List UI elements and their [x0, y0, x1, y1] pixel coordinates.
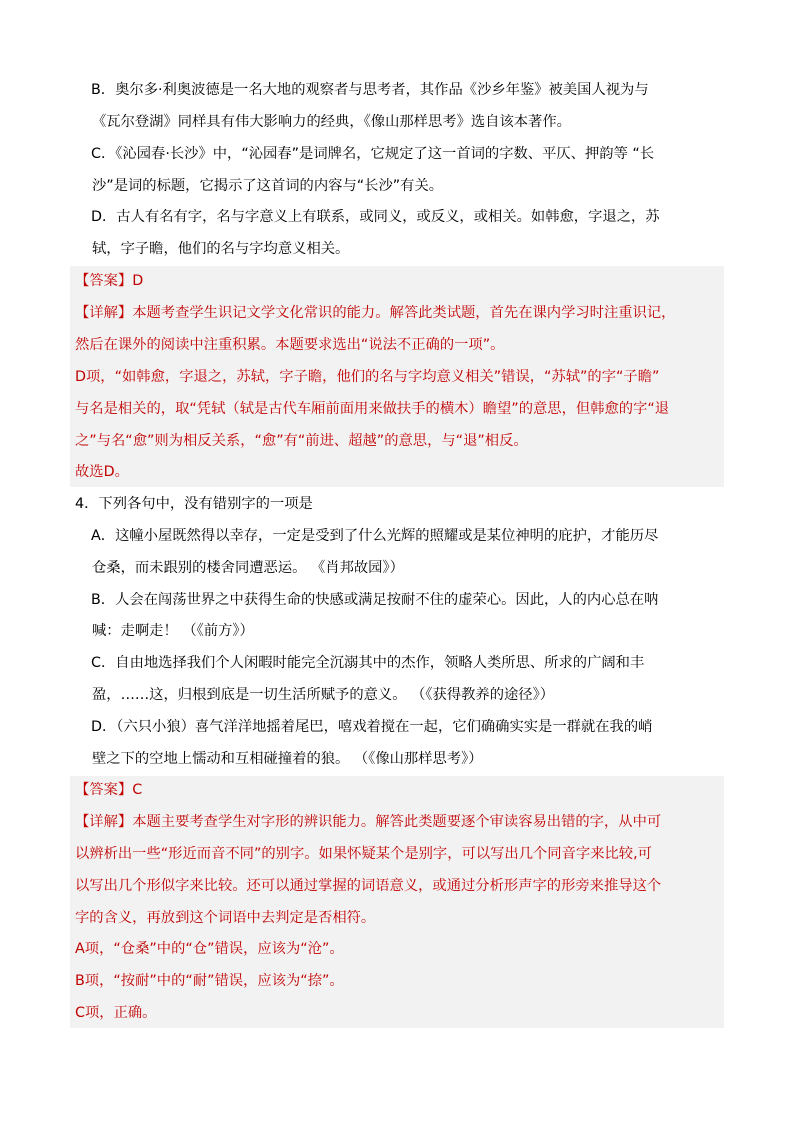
q3-option-b-line1: B．奥尔多·利奥波德是一名大地的观察者与思考者，其作品《沙乡年鉴》被美国人视为与 — [91, 82, 649, 98]
q3-detail-line1 — [75, 302, 675, 324]
q3-option-d-line2: 轼，字子瞻，他们的名与字均意义相关。 — [92, 241, 350, 257]
q4-detail-line3: 以写出几个形似字来比较。还可以通过掌握的词语意义，或通过分析形声字的形旁来推导这个 — [75, 878, 662, 894]
q4-option-b-line2: 喊：走啊走！ （《前方》） — [92, 623, 254, 639]
q4-option-a-line2: 仓桑，而未跟别的楼舍同遭恶运。 《肖邦故园》） — [92, 560, 404, 576]
q4-option-c-line2: 盈，……这，归根到底是一切生活所赋予的意义。 （《获得教养的途径》） — [92, 687, 555, 703]
q4-option-c-line1: C．自由地选择我们个人闲暇时能完全沉溺其中的杰作，领略人类所思、所求的广阔和丰 — [91, 655, 645, 671]
q3-detail-line2: 然后在课外的阅读中注重积累。本题要求选出“说法不正确的一项”。 — [75, 337, 505, 353]
q4-option-d-line2: 壁之下的空地上懦动和互相碰撞着的狼。 （《像山那样思考》） — [92, 751, 483, 767]
q4-answer-value: C — [132, 782, 143, 798]
q3-answer — [75, 270, 143, 292]
q4-detail-line1 — [75, 811, 661, 833]
q4-detail-line4: 字的含义，再放到这个词语中去判定是否相符。 — [75, 910, 376, 926]
q3-detail-line4: 与名是相关的，取“凭轼（轼是古代车厢前面用来做扶手的横木）瞻望”的意思，但韩愈的字“退 — [75, 401, 670, 417]
q4-detail-label: 【详解】 — [75, 814, 133, 830]
q3-detail-label: 【详解】 — [75, 305, 133, 321]
q4-detail-line2: 以辨析出一些“形近而音不同”的别字。如果怀疑某个是别字，可以写出几个同音字来比较,可 — [75, 846, 652, 862]
q3-detail-text1: 本题考查学生识记文学文化常识的能力。解答此类试题，首先在课内学习时注重识记， — [132, 305, 676, 321]
q4-answer — [75, 779, 142, 801]
q3-option-c-line2: 沙”是词的标题，它揭示了这首词的内容与“长沙”有关。 — [92, 178, 444, 194]
q4-detail-text1: 本题主要考查学生对字形的辨识能力。解答此类题要逐个审读容易出错的字，从中可 — [132, 814, 662, 830]
q3-option-d-line1: D．古人有名有字，名与字意义上有联系，或同义，或反义，或相关。如韩愈，字退之，苏 — [91, 209, 660, 225]
q4-option-a-line1: A．这幢小屋既然得以幸存，一定是受到了什么光辉的照耀或是某位神明的庇护，才能历尽 — [91, 528, 659, 544]
q3-detail-line6: 故选D。 — [75, 464, 129, 480]
q4-answer-label: 【答案】 — [75, 782, 133, 798]
q4-detail-line6: B项，“按耐”中的“耐”错误，应该为“捺”。 — [75, 973, 344, 989]
q4-option-b-line1: B．人会在闯荡世界之中获得生命的快感或满足按耐不住的虚荣心。因此，人的内心总在呐 — [91, 592, 659, 608]
q4-detail-line5: A项，“仓桑”中的“仓”错误，应该为“沧”。 — [75, 941, 344, 957]
q3-option-b-line2: 《瓦尔登湖》同样具有伟大影响力的经典，《像山那样思考》选自该本著作。 — [92, 114, 571, 130]
q3-answer-value: D — [132, 273, 144, 289]
q3-option-c-line1: C．《沁园春·长沙》中，“沁园春”是词牌名，它规定了这一首词的字数、平仄、押韵等 “长 — [91, 146, 655, 162]
q3-detail-line3: D项，“如韩愈，字退之，苏轼，字子瞻，他们的名与字均意义相关”错误，“苏轼”的字“子瞻” — [75, 369, 660, 385]
q3-detail-line5: 之”与名“愈”则为相反关系，“愈”有“前进、超越”的意思，与“退”相反。 — [75, 433, 528, 449]
q4-detail-line7: C项，正确。 — [75, 1005, 157, 1021]
q4-stem: 4．下列各句中，没有错别字的一项是 — [75, 496, 313, 512]
q3-answer-label: 【答案】 — [75, 273, 133, 289]
q4-option-d-line1: D．（六只小狼）喜气洋洋地摇着尾巴，嘻戏着搅在一起，它们确确实实是一群就在我的峭 — [91, 719, 653, 735]
